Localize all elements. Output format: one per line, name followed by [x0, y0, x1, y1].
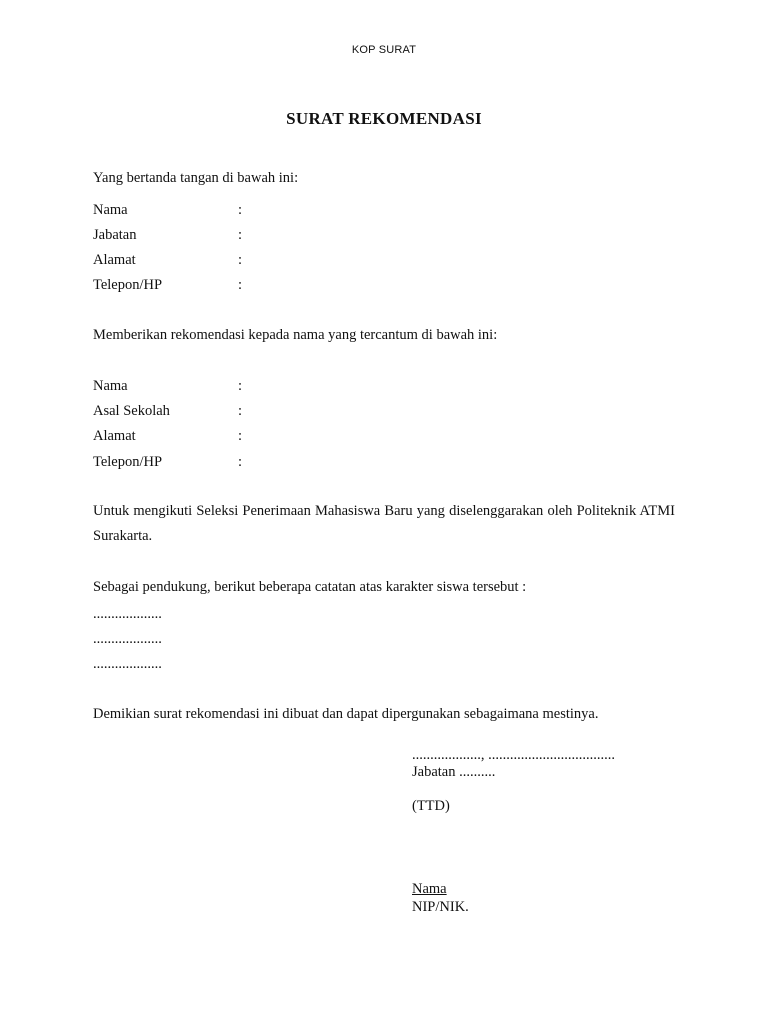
student-phone-colon: : [238, 454, 243, 470]
signer-address-label: Alamat [93, 252, 136, 268]
student-phone-label: Telepon/HP [93, 454, 163, 470]
signature-ttd: (TTD) [412, 798, 450, 814]
note-line-2: ................... [93, 631, 162, 647]
signer-phone-label: Telepon/HP [93, 277, 163, 293]
closing-text: Demikian surat rekomendasi ini dibuat dan dapat dipergunakan sebagaimana mestinya. [93, 706, 599, 722]
note-line-1: ................... [93, 606, 162, 622]
signer-phone-colon: : [238, 277, 243, 293]
student-school-label: Asal Sekolah [93, 403, 170, 419]
purpose-paragraph: Untuk mengikuti Seleksi Penerimaan Mahasiswa Baru yang diselenggarakan oleh Politeknik ATMI Surakarta. [93, 503, 675, 544]
signature-position: Jabatan .......... [412, 764, 496, 780]
note-line-3: ................... [93, 656, 162, 672]
support-intro-text: Sebagai pendukung, berikut beberapa catatan atas karakter siswa tersebut : [93, 579, 527, 595]
signature-place-date: ..................., ................................... [412, 747, 615, 763]
signature-nip: NIP/NIK. [412, 899, 469, 915]
signer-position-colon: : [238, 227, 243, 243]
recommend-intro-text: Memberikan rekomendasi kepada nama yang tercantum di bawah ini: [93, 327, 498, 343]
signer-name-label: Nama [93, 202, 128, 218]
student-school-colon: : [238, 403, 243, 419]
letter-title: SURAT REKOMENDASI [286, 109, 482, 128]
signer-position-label: Jabatan [93, 227, 137, 243]
signer-name-colon: : [238, 202, 243, 218]
student-address-colon: : [238, 428, 243, 444]
intro-text: Yang bertanda tangan di bawah ini: [93, 170, 299, 186]
letterhead-placeholder: KOP SURAT [351, 44, 417, 56]
student-name-colon: : [238, 378, 243, 394]
student-address-label: Alamat [93, 428, 136, 444]
signer-address-colon: : [238, 252, 243, 268]
signature-name: Nama [412, 881, 447, 897]
student-name-label: Nama [93, 378, 128, 394]
